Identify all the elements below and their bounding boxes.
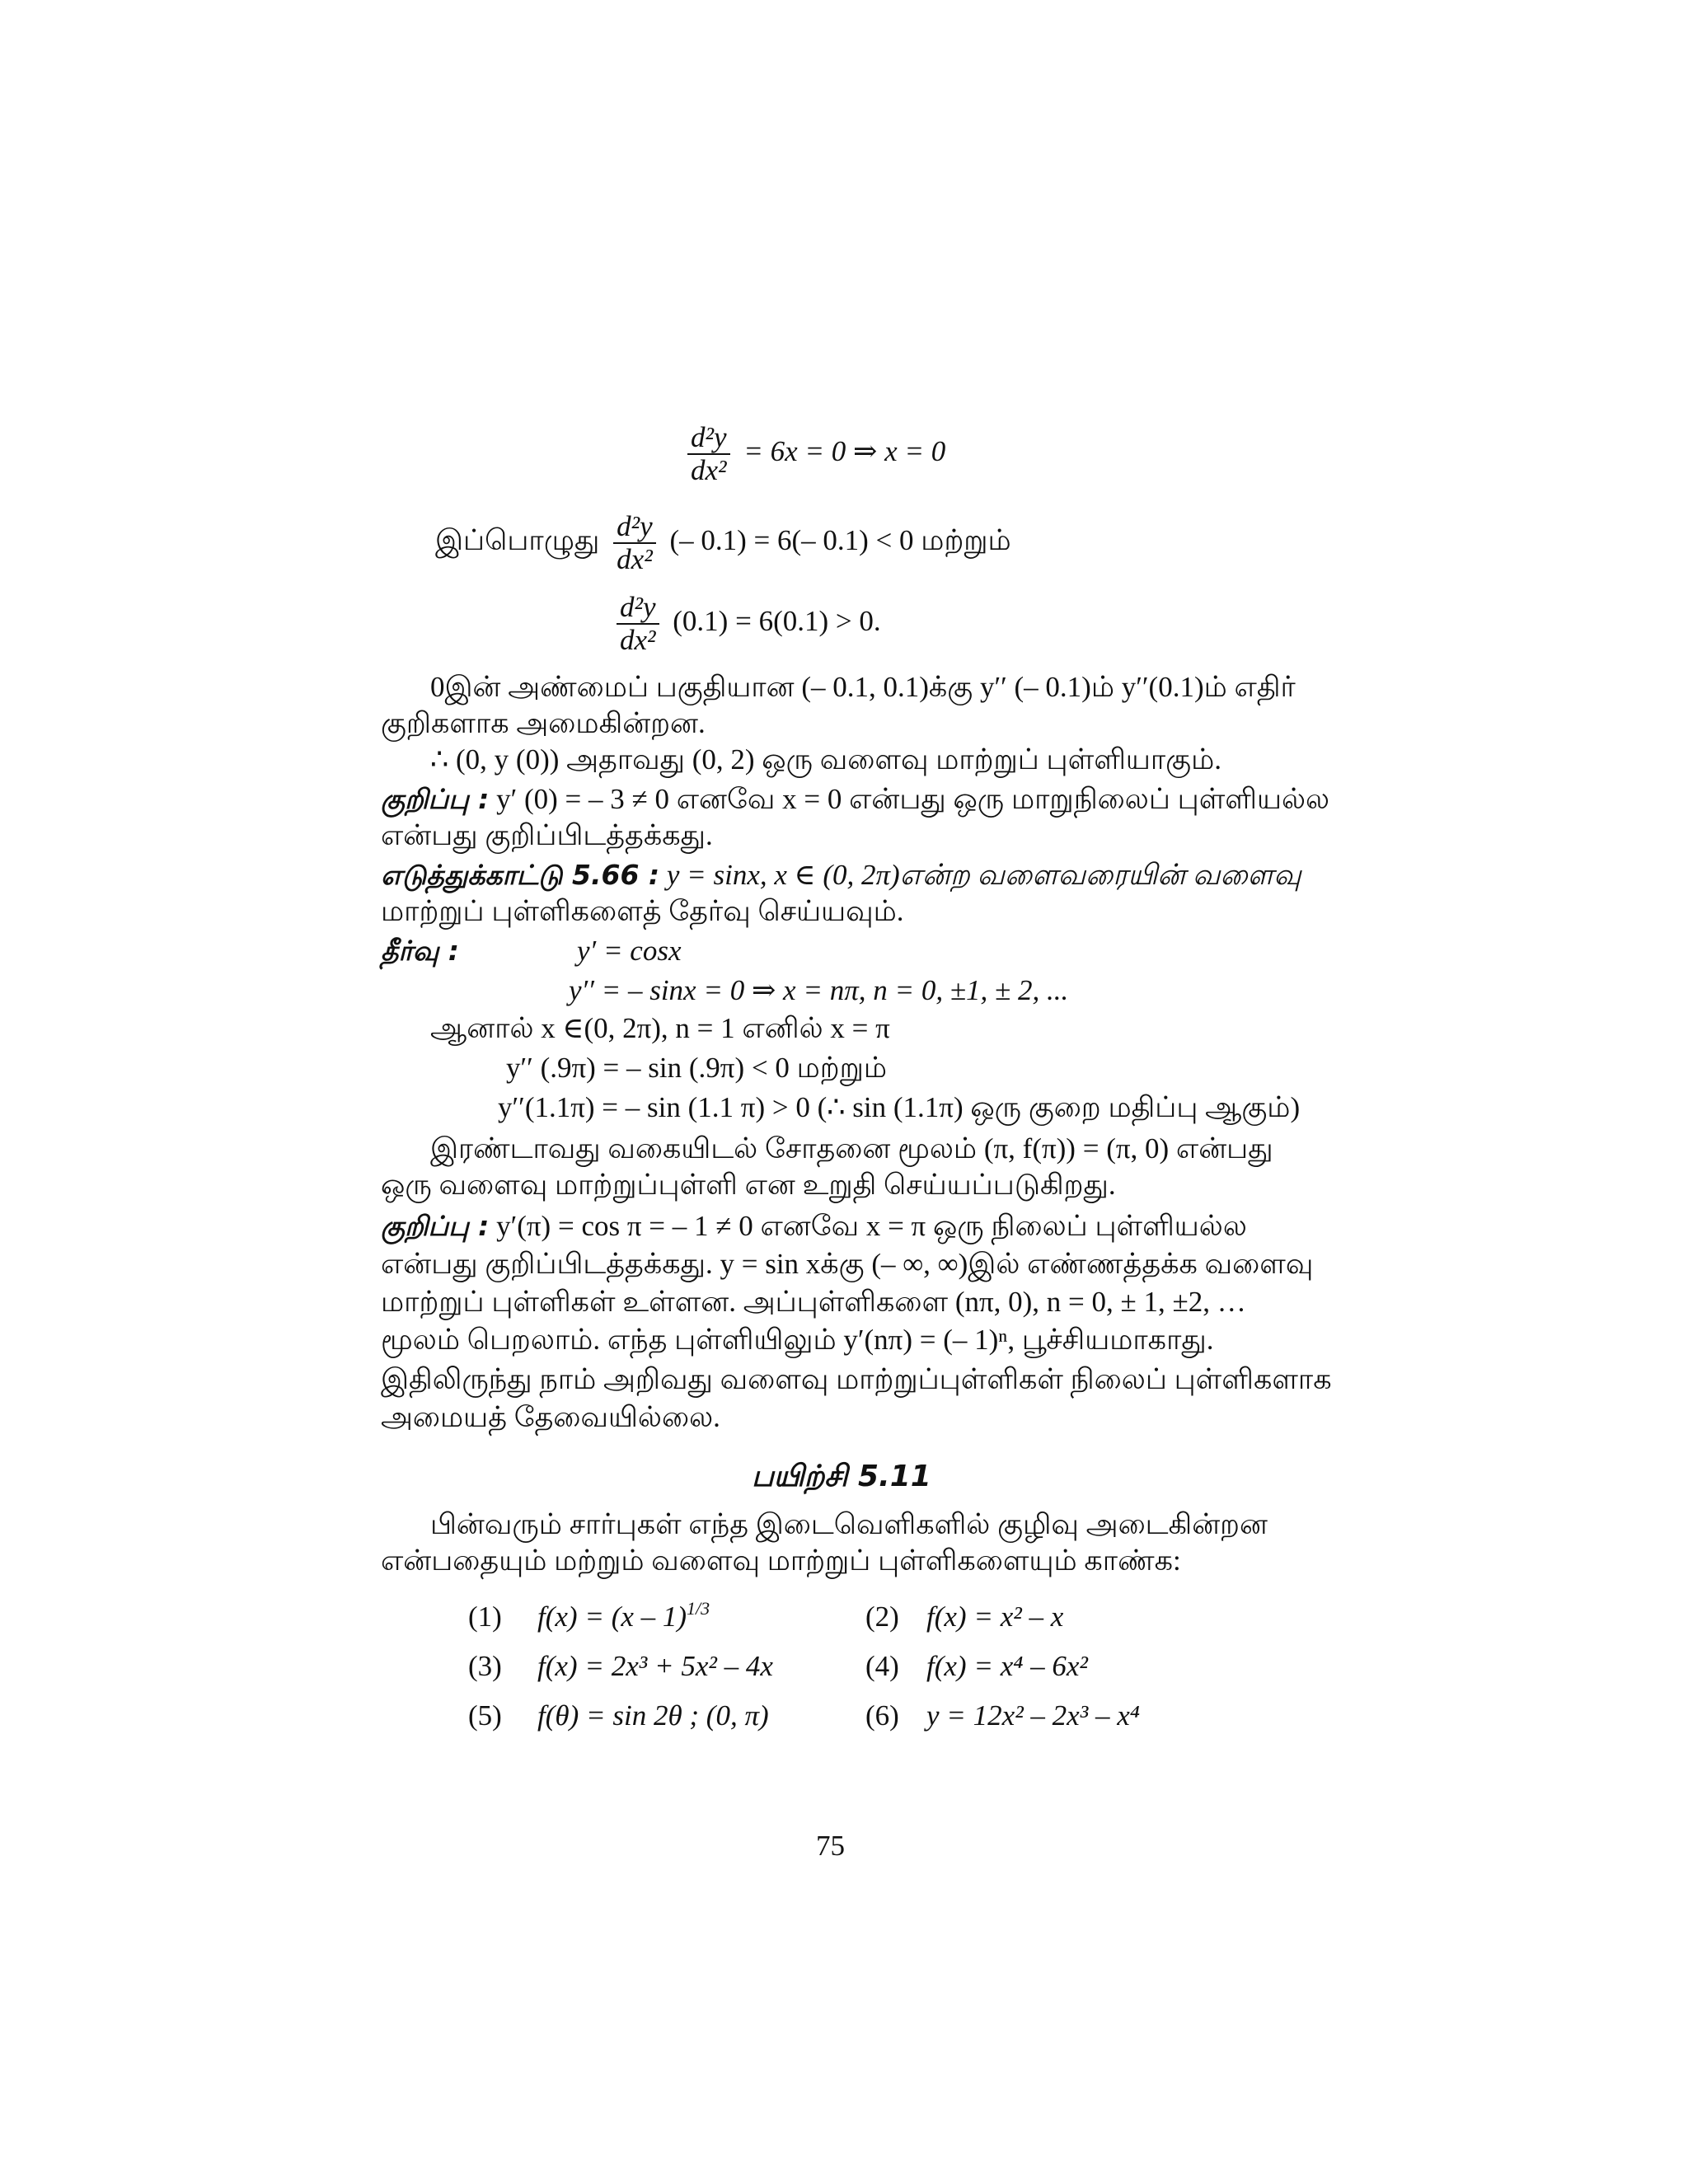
note-1-line2: என்பது குறிப்பிடத்தக்கது. — [381, 819, 713, 851]
equation-3-rhs: (0.1) = 6(0.1) > 0. — [673, 605, 881, 638]
exercise-item-4-expression: f(x) = x⁴ – 6x² — [926, 1650, 1088, 1682]
solution-step-5: y′′(1.1π) = – sin (1.1 π) > 0 (∴ sin (1.1π) ஒரு குறை மதிப்பு ஆகும்) — [498, 1091, 1301, 1123]
solution-step-2: y′′ = – sinx = 0 ⇒ x = nπ, n = 0, ±1, ± 2, ... — [569, 974, 1069, 1006]
equation-2 — [435, 511, 1011, 575]
therefore-statement: ∴ (0, y (0)) அதாவது (0, 2) ஒரு வளைவு மாற்றுப் புள்ளியாகும். — [430, 743, 1221, 776]
equation-2-rhs: (– 0.1) = 6(– 0.1) < 0 மற்றும் — [669, 524, 1011, 557]
second-derivative-fraction — [687, 422, 730, 486]
exercise-item-4-number: (4) — [865, 1650, 899, 1682]
note-1-text: y′ (0) = – 3 ≠ 0 எனவே x = 0 என்பது ஒரு மாறுநிலைப் புள்ளியல்ல — [496, 783, 1330, 815]
exercise-item-5-number: (5) — [468, 1699, 502, 1732]
second-derivative-fraction — [617, 592, 659, 656]
fraction-numerator: d²y — [613, 511, 656, 544]
exercise-item-3-expression: f(x) = 2x³ + 5x² – 4x — [537, 1650, 773, 1682]
second-derivative-fraction — [613, 511, 656, 575]
exercise-item-6-expression: y = 12x² – 2x³ – x⁴ — [926, 1699, 1140, 1732]
solution-step-4: y′′ (.9π) = – sin (.9π) < 0 மற்றும் — [506, 1052, 888, 1084]
note-2-line3: மாற்றுப் புள்ளிகள் உள்ளன. அப்புள்ளிகளை (nπ, 0), n = 0, ± 1, ±2, … — [381, 1286, 1246, 1318]
para1-line2: குறிகளாக அமைகின்றன. — [381, 707, 706, 739]
example-heading — [381, 857, 1301, 893]
fraction-numerator: d²y — [687, 422, 730, 455]
fraction-denominator: dx² — [620, 624, 656, 656]
solution-label-text: தீர்வு : — [381, 935, 460, 967]
equation-1 — [681, 422, 945, 486]
solution-step-1: y′ = cosx — [577, 935, 682, 967]
example-line2: மாற்றுப் புள்ளிகளைத் தேர்வு செய்யவும். — [381, 895, 904, 927]
fraction-denominator: dx² — [691, 454, 727, 486]
note-2-line2: என்பது குறிப்பிடத்தக்கது. y = sin xக்கு (– ∞, ∞)இல் எண்ணத்தக்க வளைவு — [381, 1248, 1314, 1280]
solution-label — [381, 933, 459, 969]
exercise-item-2-expression: f(x) = x² – x — [926, 1601, 1064, 1633]
solution-step-3: ஆனால் x ∈(0, 2π), n = 1 எனில் x = π — [430, 1012, 890, 1044]
example-label: எடுத்துக்காட்டு 5.66 : — [381, 859, 660, 891]
para1-line1: 0இன் அண்மைப் பகுதியான (– 0.1, 0.1)க்கு y′′ (– 0.1)ம் y′′(0.1)ம் எதிர் — [430, 671, 1296, 703]
exercise-item-1-expression: f(x) = (x – 1)$^{1/3}$ — [537, 1598, 710, 1633]
exercise-title: பயிற்சி 5.11 — [752, 1460, 931, 1493]
note-label: குறிப்பு : — [381, 783, 490, 815]
para2-line1: இரண்டாவது வகையிடல் சோதனை மூலம் (π, f(π)) = (π, 0) என்பது — [430, 1132, 1273, 1165]
note-2-line1 — [381, 1208, 1247, 1244]
exercise-item-2-number: (2) — [865, 1601, 899, 1633]
exercise-intro-line2: என்பதையும் மற்றும் வளைவு மாற்றுப் புள்ளிகளையும் காண்க: — [381, 1544, 1181, 1577]
equation-1-rhs: = 6x = 0 ⇒ x = 0 — [743, 435, 946, 468]
fraction-numerator: d²y — [617, 592, 659, 625]
note-2-line4: மூலம் பெறலாம். எந்த புள்ளியிலும் y′(nπ) = (– 1)ⁿ, பூச்சியமாகாது. — [381, 1324, 1214, 1356]
page-number: 75 — [816, 1830, 845, 1862]
exercise-item-6-number: (6) — [865, 1699, 899, 1732]
exercise-item-5-expression: f(θ) = sin 2θ ; (0, π) — [537, 1699, 769, 1732]
para2-line2: ஒரு வளைவு மாற்றுப்புள்ளி என உறுதி செய்யப்படுகிறது. — [381, 1169, 1116, 1201]
note-2-line5: இதிலிருந்து நாம் அறிவது வளைவு மாற்றுப்புள்ளிகள் நிலைப் புள்ளிகளாக — [381, 1363, 1332, 1395]
exercise-item-3-number: (3) — [468, 1650, 502, 1682]
exercise-intro-line1: பின்வரும் சார்புகள் எந்த இடைவெளிகளில் குழிவு அடைகின்றன — [430, 1508, 1268, 1540]
note-1-line1 — [381, 781, 1329, 818]
note-2-text: y′(π) = cos π = – 1 ≠ 0 எனவே x = π ஒரு நிலைப் புள்ளியல்ல — [496, 1210, 1247, 1242]
equation-2-prefix: இப்பொழுது — [435, 524, 600, 557]
note-label: குறிப்பு : — [381, 1210, 490, 1242]
exercise-item-1-number: (1) — [468, 1601, 502, 1633]
equation-3 — [610, 592, 881, 656]
example-text: y = sinx, x ∈ (0, 2π)என்ற வளைவரையின் வளைவு — [666, 859, 1301, 891]
exponent: 1/3 — [687, 1598, 710, 1619]
fraction-denominator: dx² — [617, 543, 653, 575]
note-2-line6: அமையத் தேவையில்லை. — [381, 1401, 720, 1433]
